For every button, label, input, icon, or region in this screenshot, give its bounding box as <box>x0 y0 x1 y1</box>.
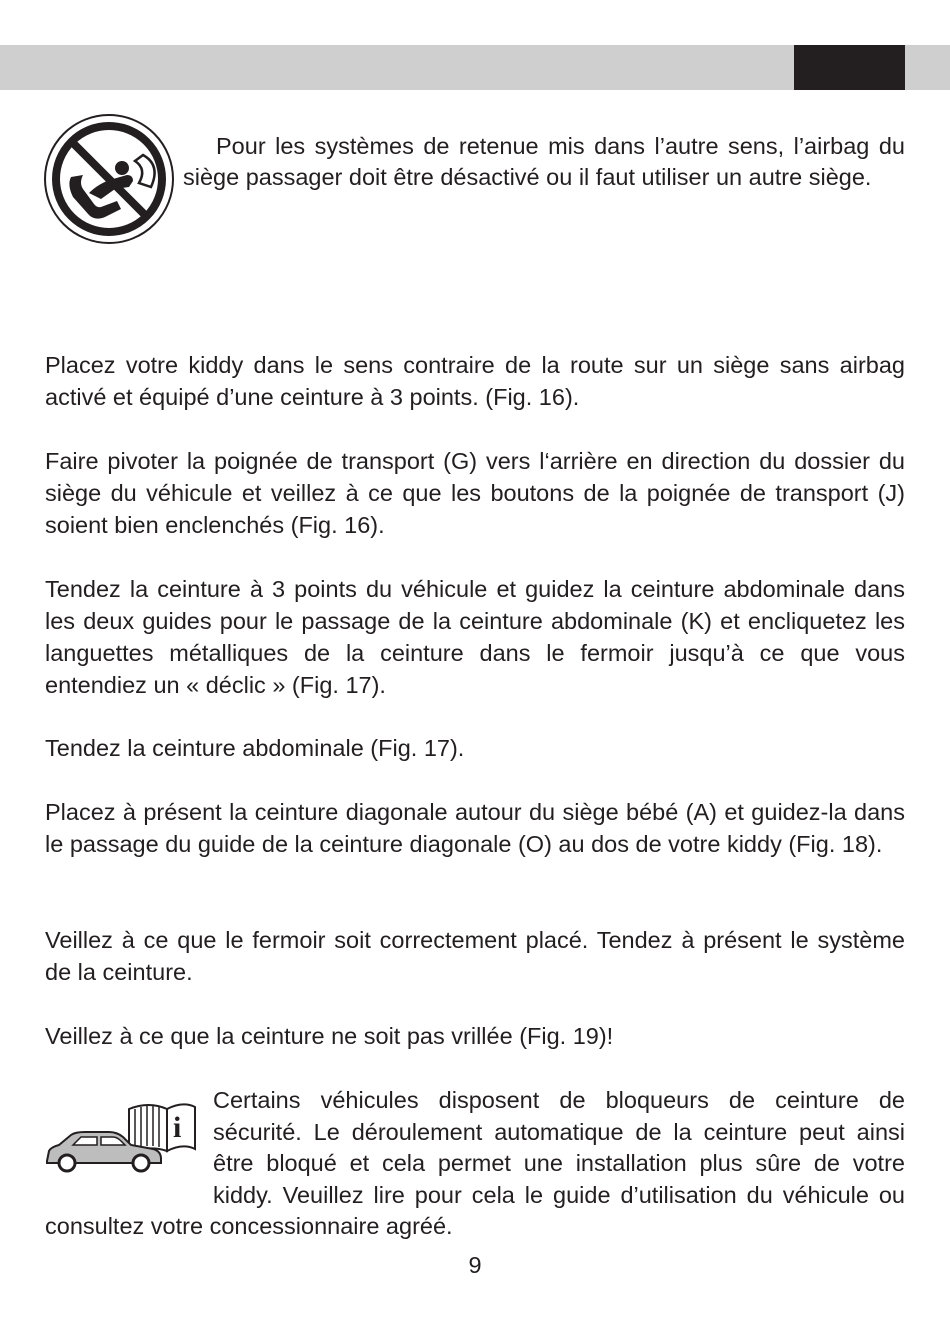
header-tab <box>794 45 905 90</box>
paragraph-3: Tendez la ceinture à 3 points du véhicule et guidez la ceinture abdominale dans les deux guides pour le passage de la ceinture abdominale (K) et encliquetez les languettes métalliques de la ceinture dans le fermoir jusqu’à ce que vous entendiez un « déclic » (Fig. 17). <box>45 576 905 698</box>
svg-text:i: i <box>173 1111 182 1144</box>
paragraph-2: Faire pivoter la poignée de transport (G) vers l‘arrière en direction du dossier du siège du véhicule et veillez à ce que les boutons de la poignée de transport (J) soient bien enclenchés (Fig. 16). <box>45 448 905 538</box>
paragraph-5: Placez à présent la ceinture diagonale autour du siège bébé (A) et guidez-la dans le passage du guide de la ceinture diagonale (O) au dos de votre kiddy (Fig. 18). <box>45 799 905 857</box>
paragraph-6: Veillez à ce que le fermoir soit correctement placé. Tendez à présent le système de la ceinture. <box>45 927 905 985</box>
page-number: 9 <box>468 1252 482 1278</box>
paragraph-7: Veillez à ce que la ceinture ne soit pas vrillée (Fig. 19)! <box>45 1023 614 1049</box>
no-rear-facing-seat-with-airbag-icon <box>43 113 175 245</box>
info-notice-content: Certains véhicules disposent de bloqueurs de ceinture de sécurité. Le déroulement automatique de la ceinture peut ainsi être bloqué et cela permet une installation plus sûre de votre kiddy. Veuillez lire pour cela le guide d’utilisation du véhicule ou consultez votre concessionnaire agréé. <box>45 1087 905 1239</box>
paragraph-1: Placez votre kiddy dans le sens contraire de la route sur un siège sans airbag activé et équipé d’une ceinture à 3 points. (Fig. 16). <box>45 352 905 410</box>
info-notice-text <box>45 1085 905 1243</box>
paragraph-4: Tendez la ceinture abdominale (Fig. 17). <box>45 735 465 761</box>
icon-spacer <box>45 1085 213 1211</box>
airbag-notice-text: Pour les systèmes de retenue mis dans l’autre sens, l’airbag du siège passager doit être désactivé ou il faut utiliser un autre siège. <box>183 133 905 190</box>
